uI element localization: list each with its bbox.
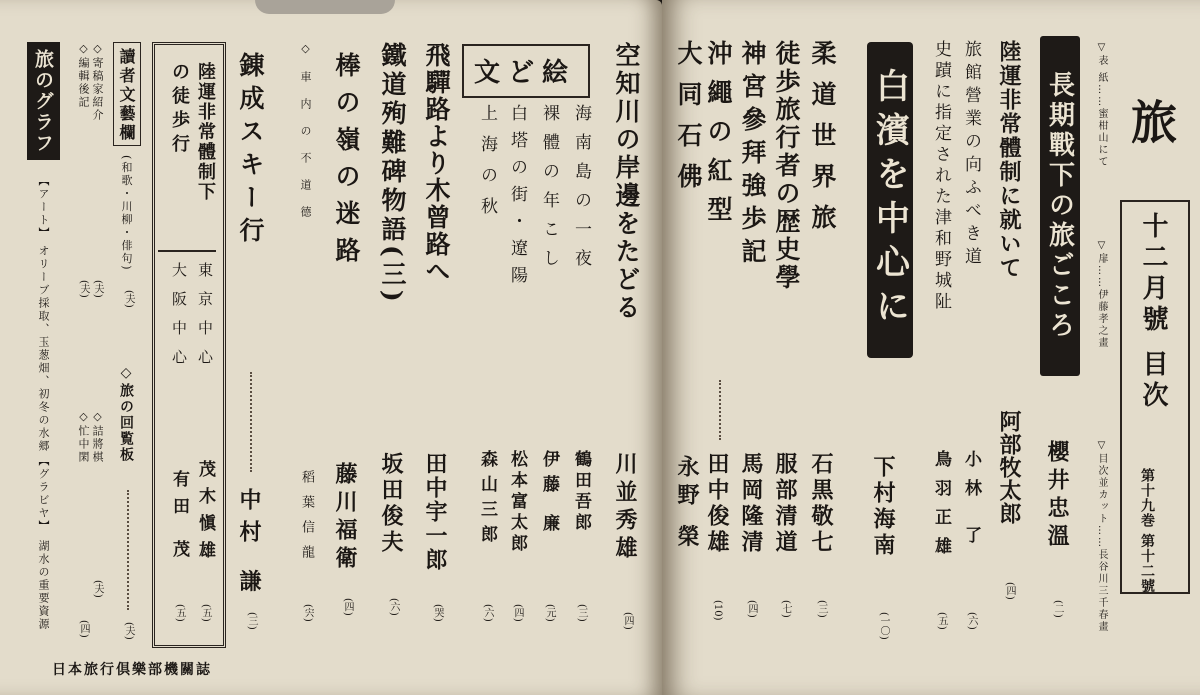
kisho-page: (夫): [92, 280, 103, 298]
issue-label: 十二月號 目次: [1138, 212, 1168, 413]
kaiko-notice: ◇旅の回覧板: [118, 365, 134, 463]
cover-note: ▽表 紙……蜜柑山にて: [1096, 42, 1107, 169]
sorachi-author: 川並秀雄: [612, 452, 638, 564]
kobayashi-page: (六): [966, 612, 977, 630]
toba-author: 鳥羽正雄: [931, 450, 951, 566]
abe-author: 阿部牧太郎: [996, 410, 1022, 525]
car-title: ◇車内の不道德: [299, 42, 312, 233]
volume-label: 第十九巻 第十二號: [1139, 468, 1155, 594]
shogi-notice: ◇詰將棋: [91, 410, 104, 464]
bar-author: 藤川福衛: [332, 462, 358, 574]
graph-gravure-label: 【グラビヤ】: [37, 455, 50, 533]
cut-note: ▽目次並カット……長谷川三千春畫: [1096, 440, 1107, 633]
essay-2-title: 白塔の街・遼陽: [507, 104, 527, 293]
abe-page: (四): [1004, 582, 1015, 600]
readers-label: 讀者文藝欄: [117, 48, 136, 143]
walking-divider: [158, 250, 216, 252]
walking-title-2: の徒歩行: [169, 62, 190, 158]
okinawa-leader: [719, 380, 721, 440]
walking-page-2: (五): [174, 604, 185, 622]
shimomura-author: 下村海南: [870, 455, 896, 559]
car-author: 稻葉信龍: [299, 470, 314, 570]
shrine-page: (四): [746, 600, 757, 618]
hida-page: (哭): [432, 604, 443, 622]
hida-title: 飛驒路より木曾路へ: [422, 42, 451, 285]
rail-author: 坂田俊夫: [378, 452, 404, 556]
feature2-label: 白濱を中心に: [867, 42, 913, 358]
graph-art-items: オリーブ採取、玉葱畑、初冬の水郷: [37, 245, 50, 453]
kisho-notice: ◇寄稿家紹介: [91, 42, 104, 122]
kaiko-leader: [127, 490, 129, 610]
sakurai-page: (二): [1052, 600, 1063, 618]
essay-1-author: 森山三郎: [477, 450, 497, 550]
readers-page: (夫): [123, 290, 134, 308]
shrine-title: 神宮參拜強歩記: [738, 40, 767, 271]
magazine-title: 旅: [1124, 98, 1178, 144]
walkers-author: 服部清道: [772, 452, 798, 556]
hida-author: 田中宇一郎: [422, 452, 448, 572]
essay-3-author: 伊藤 廉: [539, 450, 559, 539]
feature1-label: 長期戰下の旅ごころ: [1040, 36, 1080, 376]
essay-4-title: 海南島の一夜: [571, 104, 591, 278]
bar-title: 棒の嶺の迷路: [332, 52, 361, 274]
essay-4-author: 鶴田吾郎: [571, 450, 591, 534]
walkers-page: (七): [780, 600, 791, 618]
graph-art-label: 【アート】: [37, 175, 50, 240]
shrine-author: 馬岡隆清: [738, 452, 764, 556]
ski-title: 錬成スキー行: [236, 52, 265, 250]
rail-page: (六): [388, 598, 399, 616]
ski-author: 中村 謙: [236, 488, 262, 602]
right-page: [662, 0, 1200, 695]
walking-city-1: 東京中心: [196, 262, 214, 378]
essay-2-author: 松本富太郎: [507, 450, 527, 555]
datong-author: 永野 榮: [674, 455, 700, 553]
toba-page: (五): [936, 612, 947, 630]
henshu-page: (夫): [78, 280, 89, 298]
kenchu-notice: ◇忙中閑: [77, 410, 90, 464]
ski-leader: [250, 372, 252, 472]
walking-page-1: (五): [200, 604, 211, 622]
shogi-page: (夫): [92, 580, 103, 598]
readers-sub: (和歌・川柳・俳句): [120, 155, 133, 272]
essay-2-page: (四): [512, 604, 523, 622]
sakurai-author: 櫻井忠溫: [1044, 440, 1070, 552]
graph-label: 旅のグラフ: [27, 42, 60, 160]
datong-title: 大同石佛: [674, 40, 703, 204]
walking-title-1: 陸運非常體制下: [195, 62, 216, 202]
essay-1-page: (六): [482, 604, 493, 622]
kaiko-page: (夫): [123, 622, 134, 640]
transport-title: 陸運非常體制に就いて: [996, 40, 1022, 280]
okinawa-page: (10): [712, 600, 723, 621]
page-stain: [255, 0, 395, 14]
footer-text: 日本旅行倶樂部機關誌: [52, 662, 212, 678]
sorachi-page: (四): [622, 612, 633, 630]
rail-title: 鐵道殉難碑物語(三): [378, 42, 407, 306]
graph-gravure-items: 湖水の重要資源: [37, 540, 50, 631]
henshu-notice: ◇編輯後記: [77, 42, 90, 109]
frontispiece-note: ▽扉……伊藤孝之畫: [1096, 240, 1107, 349]
walking-city-2: 大阪中心: [170, 262, 188, 378]
walking-author-1: 茂木愼雄: [195, 460, 215, 568]
walking-author-2: 有田 茂: [169, 470, 189, 567]
essay-3-title: 裸體の年こし: [539, 104, 559, 278]
essay-3-page: (元): [544, 604, 555, 622]
judo-author: 石黒敬七: [808, 452, 834, 556]
sorachi-title: 空知川の岸邊をたどる: [612, 42, 641, 322]
bar-page: (四): [342, 598, 353, 616]
kenchu-page: (四): [78, 620, 89, 638]
kobayashi-author: 小林 了: [961, 450, 981, 555]
okinawa-title: 沖繩の紅型: [704, 40, 733, 235]
car-page: (宍): [302, 604, 313, 622]
judo-page: (三): [816, 600, 827, 618]
essay-label: 文ど絵: [473, 58, 576, 88]
inn-title: 旅館營業の向ふべき道: [961, 40, 981, 270]
walkers-title: 徒歩旅行者の歴史學: [772, 40, 801, 292]
shimomura-page: (一〇): [878, 612, 889, 640]
tsuwano-title: 史蹟に指定された津和野城阯: [931, 40, 951, 313]
okinawa-author: 田中俊雄: [704, 452, 730, 556]
essay-1-title: 上海の秋: [477, 104, 497, 228]
judo-title: 柔道世界旅: [808, 40, 837, 245]
essay-4-page: (三): [576, 604, 587, 622]
ski-page: (三): [246, 612, 257, 630]
